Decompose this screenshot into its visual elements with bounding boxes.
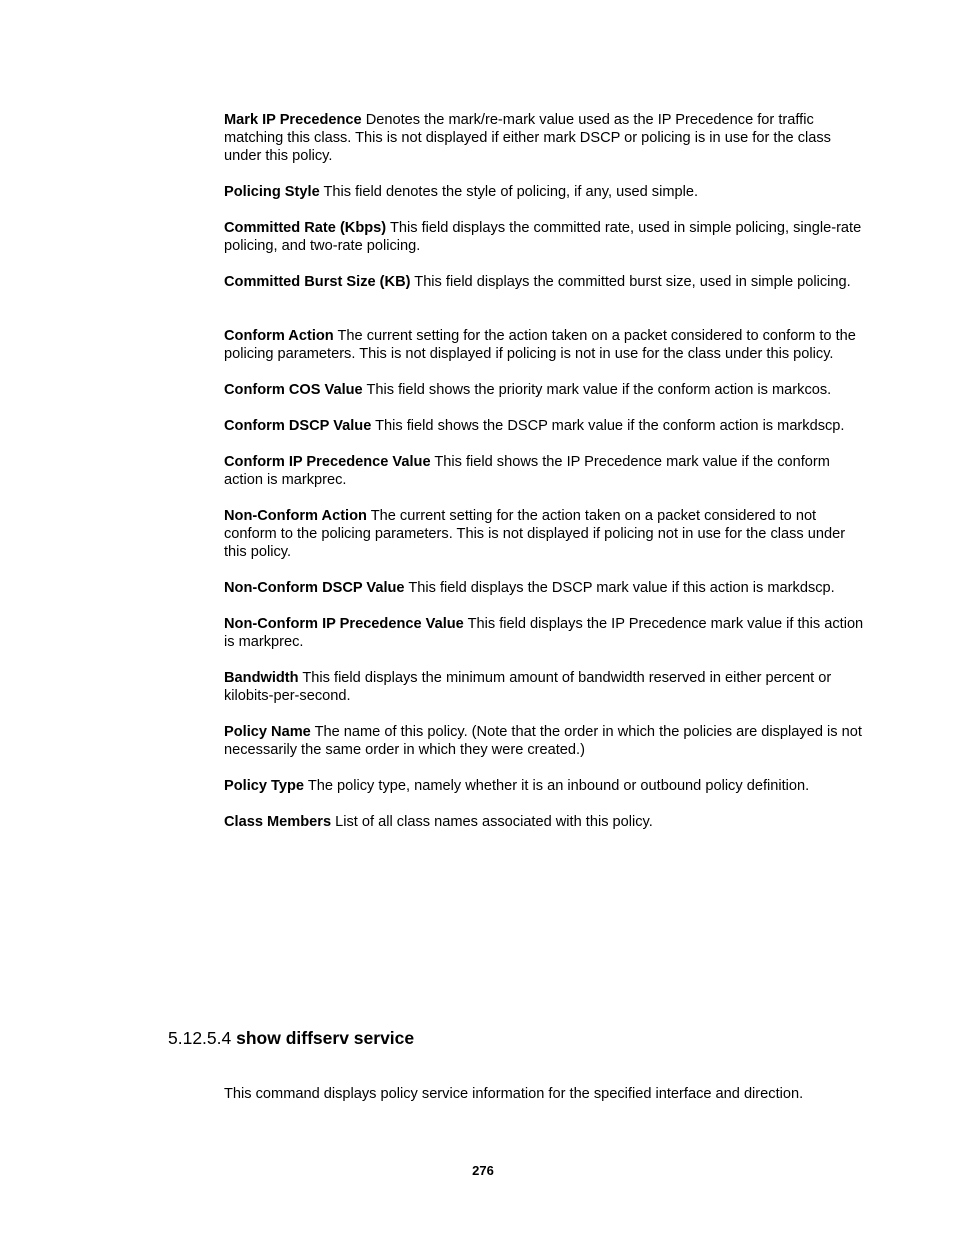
definition-text: This field denotes the style of policing, if any, used simple. — [323, 184, 698, 200]
definition-term: Conform DSCP Value — [224, 418, 372, 434]
definition-text: This field displays the committed rate, used in simple policing, single-rate policing, and two-rate policing. — [224, 220, 862, 254]
definition-text: This field displays the minimum amount of bandwidth reserved in either percent or kilobits-per-second. — [224, 670, 832, 704]
definition-text: Denotes the mark/re-mark value used as the IP Precedence for traffic matching this class. This is not displayed if either mark DSCP or policing is in use for the class under this policy. — [224, 112, 831, 164]
definition-term: Mark IP Precedence — [224, 112, 362, 128]
definition-non-conform-action — [224, 507, 864, 561]
definition-term: Non-Conform IP Precedence Value — [224, 616, 464, 632]
definition-text: The name of this policy. (Note that the order in which the policies are displayed is not necessarily the same order in which they were created.) — [224, 724, 862, 758]
definition-text: This field displays the committed burst size, used in simple policing. — [414, 274, 851, 290]
definition-text: List of all class names associated with this policy. — [335, 814, 653, 830]
definition-class-members — [224, 813, 864, 831]
definition-text: The policy type, namely whether it is an inbound or outbound policy definition. — [307, 778, 810, 794]
definition-conform-dscp-value — [224, 417, 864, 435]
definition-mark-ip-precedence — [224, 111, 864, 165]
definition-text: This field shows the priority mark value if the conform action is markcos. — [366, 382, 832, 398]
definition-list — [224, 111, 864, 849]
definition-term: Non-Conform DSCP Value — [224, 580, 405, 596]
definition-text: The current setting for the action taken on a packet considered to conform to the policing parameters. This is not displayed if policing is not in use for the class under this policy. — [224, 328, 856, 362]
definition-non-conform-ip-precedence-value — [224, 615, 864, 651]
definition-non-conform-dscp-value — [224, 579, 864, 597]
definition-text: This field shows the DSCP mark value if the conform action is markdscp. — [375, 418, 845, 434]
definition-term: Committed Burst Size (KB) — [224, 274, 411, 290]
definition-term: Committed Rate (Kbps) — [224, 220, 387, 236]
definition-text: This field shows the IP Precedence mark value if the conform action is markprec. — [224, 454, 830, 488]
definition-term: Policy Type — [224, 778, 305, 794]
section-intro: This command displays policy service information for the specified interface and direction. — [224, 1086, 804, 1102]
section-title: show diffserv service — [236, 1028, 415, 1048]
definition-bandwidth — [224, 669, 864, 705]
section-heading — [168, 1027, 414, 1049]
definition-term: Conform IP Precedence Value — [224, 454, 431, 470]
definition-committed-burst-size — [224, 273, 864, 291]
definition-conform-action — [224, 327, 864, 363]
definition-text: This field displays the IP Precedence mark value if this action is markprec. — [224, 616, 864, 650]
definition-policing-style — [224, 183, 864, 201]
definition-policy-name — [224, 723, 864, 759]
definition-term: Policy Name — [224, 724, 311, 740]
definition-policy-type — [224, 777, 864, 795]
definition-term: Conform Action — [224, 328, 334, 344]
definition-conform-ip-precedence-value — [224, 453, 864, 489]
definition-term: Conform COS Value — [224, 382, 363, 398]
definition-committed-rate — [224, 219, 864, 255]
definition-term: Non-Conform Action — [224, 508, 367, 524]
section-number: 5.12.5.4 — [168, 1028, 232, 1048]
definition-text: The current setting for the action taken on a packet considered to not conform to the policing parameters. This is not displayed if policing not in use for the class under this policy. — [224, 508, 846, 560]
definition-term: Bandwidth — [224, 670, 299, 686]
definition-text: This field displays the DSCP mark value if this action is markdscp. — [408, 580, 835, 596]
page-number: 276 — [472, 1163, 494, 1178]
definition-conform-cos-value — [224, 381, 864, 399]
definition-term: Policing Style — [224, 184, 320, 200]
definition-term: Class Members — [224, 814, 332, 830]
